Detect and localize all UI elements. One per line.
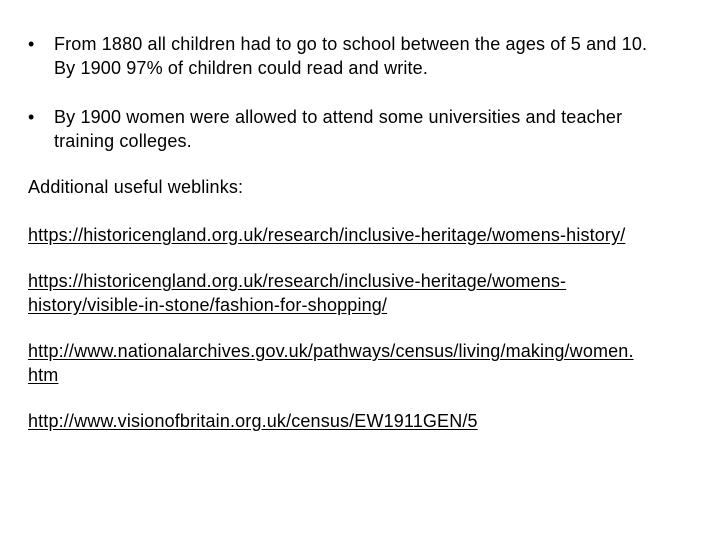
bullet-text-line: training colleges. [54, 131, 192, 151]
weblink-historicengland-womens-history[interactable] [28, 223, 708, 247]
bullet-text-line: From 1880 all children had to go to school between the ages of 5 and 10. [54, 34, 648, 54]
weblinks-list [28, 223, 708, 455]
link-text-line: https://historicengland.org.uk/research/inclusive-heritage/womens-history/ [28, 225, 626, 245]
link-text-line: https://historicengland.org.uk/research/inclusive-heritage/womens- [28, 271, 567, 291]
link-text-line: http://www.visionofbritain.org.uk/census/EW1911GEN/5 [28, 411, 478, 431]
weblink-visionofbritain-census[interactable] [28, 409, 708, 433]
bullet-icon: • [28, 107, 35, 127]
link-text-line: http://www.nationalarchives.gov.uk/pathways/census/living/making/women. [28, 341, 634, 361]
weblink-nationalarchives-women[interactable] [28, 339, 708, 387]
weblink-historicengland-fashion-for-shopping[interactable] [28, 269, 708, 317]
bullet-text-line: By 1900 women were allowed to attend some universities and teacher [54, 107, 623, 127]
link-text-line: htm [28, 365, 59, 385]
link-text-line: history/visible-in-stone/fashion-for-shopping/ [28, 295, 388, 315]
bullet-item [28, 105, 708, 153]
weblinks-heading: Additional useful weblinks: [28, 177, 244, 197]
bullet-item [28, 32, 708, 80]
bullet-icon: • [28, 34, 35, 54]
bullet-text-line: By 1900 97% of children could read and write. [54, 58, 428, 78]
bullet-list [28, 32, 708, 178]
